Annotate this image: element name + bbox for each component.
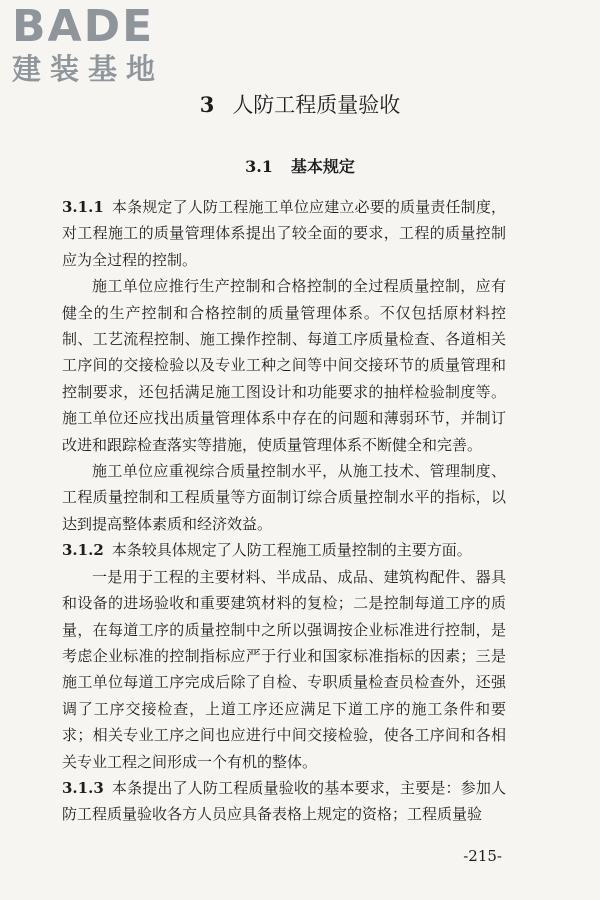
logo-wordmark: BADE bbox=[12, 1, 155, 52]
chapter-title bbox=[0, 90, 600, 120]
paragraph-3-1-1 bbox=[62, 194, 506, 273]
paragraph-text: 施工单位应重视综合质量控制水平，从施工技术、管理制度、工程质量控制和工程质量等方面制订综合质量控制水平的指标，以达到提高整体素质和经济效益。 bbox=[62, 462, 506, 533]
watermark-logo bbox=[12, 2, 182, 86]
paragraph-text: 本条规定了人防工程施工单位应建立必要的质量责任制度，对工程施工的质量管理体系提出了较全面的要求，工程的质量控制应为全过程的控制。 bbox=[62, 198, 506, 269]
logo-subtitle: 建装基地 bbox=[12, 52, 165, 86]
section-title bbox=[0, 155, 600, 179]
paragraph bbox=[62, 458, 506, 537]
chapter-title-text: 人防工程质量验收 bbox=[232, 93, 401, 117]
paragraph bbox=[62, 273, 506, 458]
paragraph-3-1-3 bbox=[62, 775, 506, 828]
clause-number: 3.1.1 bbox=[62, 198, 104, 216]
page-number: -215- bbox=[463, 847, 502, 865]
paragraph-3-1-2 bbox=[62, 537, 506, 563]
section-title-text: 基本规定 bbox=[290, 157, 355, 176]
paragraph-text: 本条较具体规定了人防工程施工质量控制的主要方面。 bbox=[111, 541, 472, 560]
paragraph-text: 一是用于工程的主要材料、半成品、成品、建筑构配件、器具和设备的进场验收和重要建筑材料的复检；二是控制每道工序的质量，在每道工序的质量控制中之所以强调按企业标准进行控制，是考虑企业标准的控制指标应严于行业和国家标准指标的因素；三是施工单位每道工序完成后除了自检、专职质量检查员检查外，还强调了工序交接检查，上道工序还应满足下道工序的施工条件和要求；相关专业工序之间也应进行中间交接检验，使各工序间和各相关专业工程之间形成一个有机的整体。 bbox=[62, 567, 506, 771]
paragraph-text: 施工单位应推行生产控制和合格控制的全过程质量控制，应有健全的生产控制和合格控制的质量管理体系。不仅包括原材料控制、工艺流程控制、施工操作控制、每道工序质量检查、各道相关工序间的交接检验以及专业工种之间等中间交接环节的质量管理和控制要求，还包括满足施工图设计和功能要求的抽样检验制度等。施工单位还应找出质量管理体系中存在的问题和薄弱环节，并制订改进和跟踪检查落实等措施，使质量管理体系不断健全和完善。 bbox=[62, 277, 506, 454]
clause-number: 3.1.2 bbox=[62, 541, 104, 560]
paragraph-text: 本条提出了人防工程质量验收的基本要求，主要是：参加人防工程质量验收各方人员应具备表格上规定的资格；工程质量验 bbox=[62, 778, 506, 824]
paragraph bbox=[62, 564, 506, 775]
chapter-number: 3 bbox=[199, 92, 215, 117]
body-text bbox=[62, 194, 506, 828]
clause-number: 3.1.3 bbox=[62, 778, 104, 797]
section-number: 3.1 bbox=[245, 157, 273, 176]
